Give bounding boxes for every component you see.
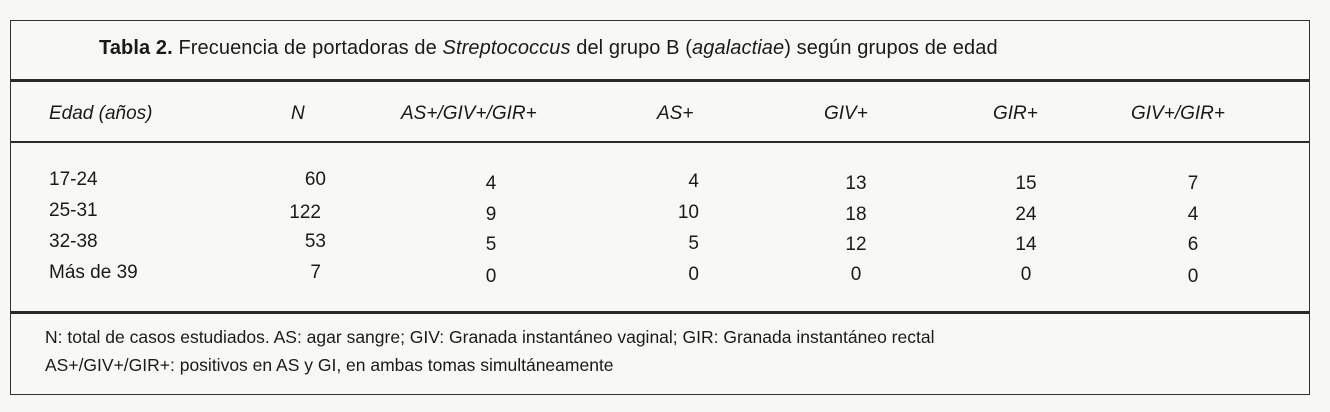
cell-as: 10 (677, 202, 699, 223)
cell-giv-gir: 6 (1187, 234, 1199, 255)
table-title-text-after: ) según grupos de edad (784, 37, 998, 59)
table-title-text-middle: del grupo B ( (570, 37, 693, 59)
header-divider (11, 141, 1309, 143)
table-title-text-before: Frecuencia de portadoras de (172, 37, 443, 59)
cell-giv-gir: 7 (1187, 173, 1199, 194)
header-as-giv-gir: AS+/GIV+/GIR+ (401, 103, 537, 124)
footnote-abbreviations: N: total de casos estudiados. AS: agar sangre; GIV: Granada instantáneo vaginal; GIR: Granada instantáneo rectal (45, 327, 935, 347)
table-title-organism: Streptococcus (442, 37, 571, 59)
header-giv-gir: GIV+/GIR+ (1131, 103, 1225, 124)
cell-n: 53 (304, 231, 326, 252)
cell-giv-gir: 4 (1187, 204, 1199, 225)
table-title (99, 37, 998, 60)
cell-n: 122 (289, 202, 321, 223)
cell-as: 0 (688, 264, 699, 285)
header-gir: GIR+ (993, 103, 1038, 124)
cell-gir: 15 (1015, 173, 1037, 194)
header-edad: Edad (años) (49, 103, 153, 124)
cell-giv: 18 (845, 204, 867, 225)
table-title-species: agalactiae (692, 37, 785, 59)
cell-n: 7 (310, 262, 321, 283)
cell-edad: 25-31 (49, 200, 98, 221)
cell-as-giv-gir: 0 (485, 266, 497, 287)
title-divider (11, 79, 1309, 82)
header-n: N (291, 103, 305, 124)
cell-gir: 24 (1015, 204, 1037, 225)
cell-as: 4 (688, 171, 699, 192)
cell-as-giv-gir: 9 (485, 204, 497, 225)
cell-edad: Más de 39 (49, 262, 138, 283)
cell-n: 60 (304, 169, 326, 190)
cell-giv: 0 (850, 264, 862, 285)
cell-as-giv-gir: 5 (485, 234, 497, 255)
header-as: AS+ (657, 103, 694, 124)
cell-giv: 12 (845, 234, 867, 255)
table-title-label: Tabla 2. (99, 37, 173, 59)
footnote-positives: AS+/GIV+/GIR+: positivos en AS y GI, en ambas tomas simultáneamente (45, 355, 614, 375)
cell-edad: 17-24 (49, 169, 98, 190)
cell-giv-gir: 0 (1187, 266, 1199, 287)
cell-giv: 13 (845, 173, 867, 194)
cell-as-giv-gir: 4 (485, 173, 497, 194)
cell-as: 5 (688, 233, 699, 254)
header-giv: GIV+ (824, 103, 868, 124)
cell-gir: 0 (1020, 264, 1032, 285)
table-frame (10, 20, 1310, 395)
footer-divider (11, 311, 1309, 314)
cell-edad: 32-38 (49, 231, 98, 252)
cell-gir: 14 (1015, 234, 1037, 255)
